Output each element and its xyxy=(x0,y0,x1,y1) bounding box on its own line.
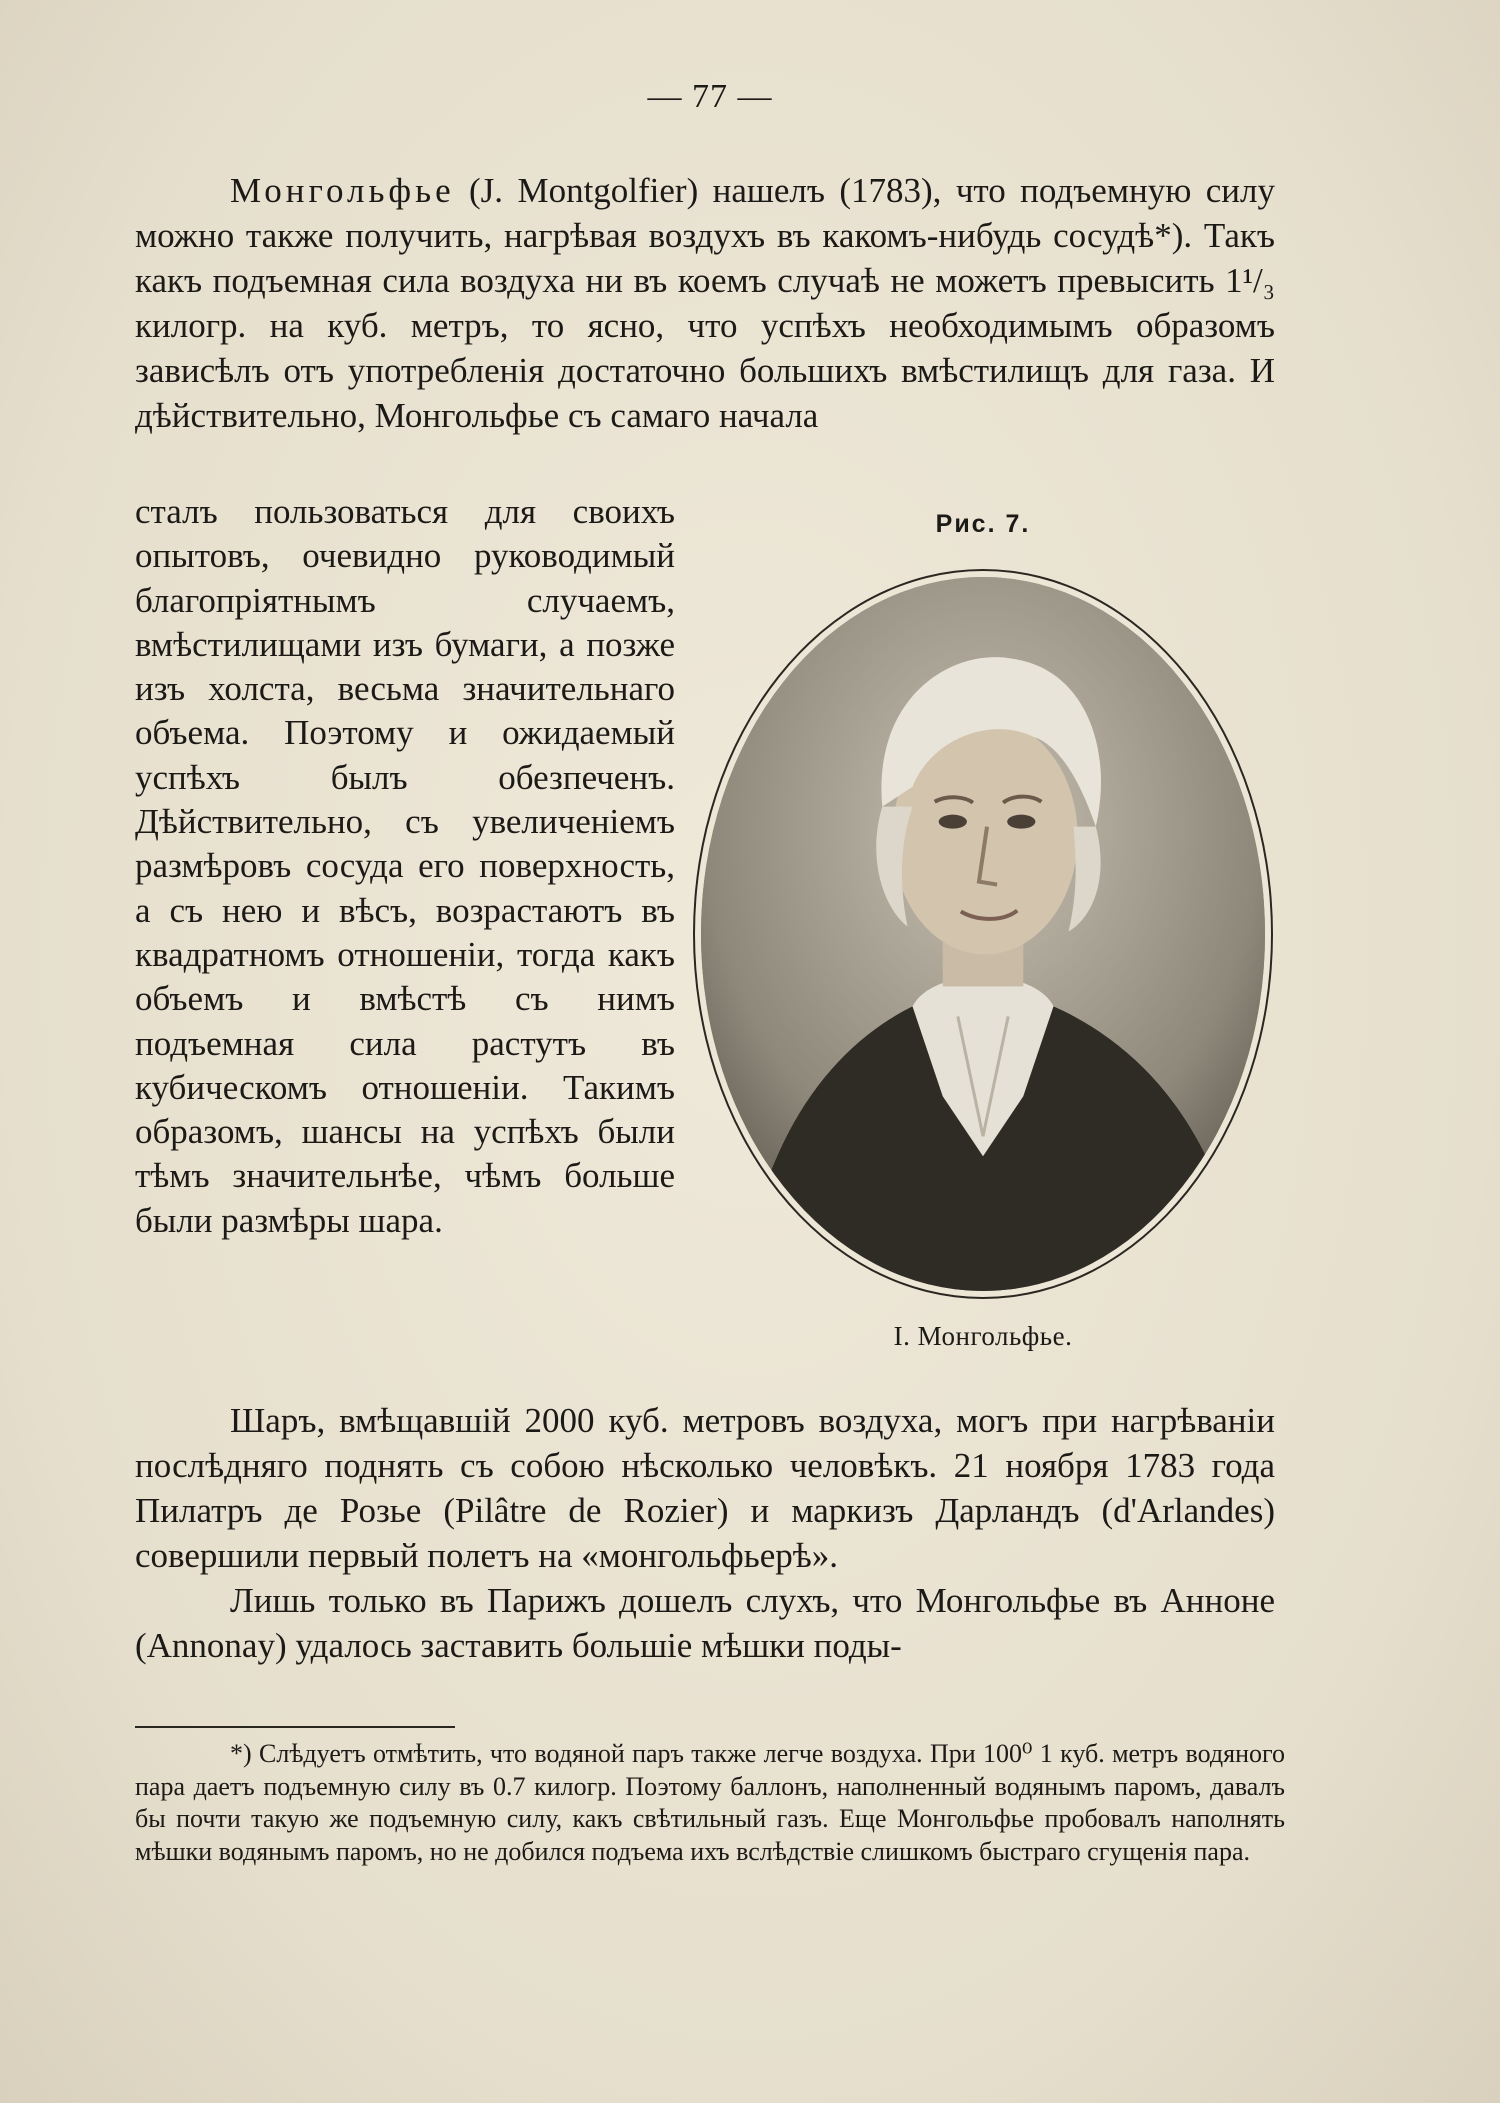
page-number: — 77 — xyxy=(647,78,773,115)
intro-name: Монгольфье xyxy=(230,171,455,210)
footnote-text: *) Слѣдуетъ отмѣтить, что водяной паръ также легче воздуха. При 100⁰ 1 куб. метръ водяного пара даетъ подъемную силу въ 0.7 килогр. Поэтому баллонъ, наполненный водянымъ паромъ, давалъ бы почти такую же подъемную силу, какъ свѣтильный газъ. Еще Монгольфье пробовалъ наполнять мѣшки водянымъ паромъ, но не добился подъема ихъ вслѣдствіе слишкомъ быстраго сгущенія пара. xyxy=(135,1739,1285,1866)
intro-text: (J. Montgolfier) нашелъ (1783), что подъемную силу можно также получить, нагрѣвая воздухъ въ какомъ-нибудь сосудѣ*). Такъ какъ подъемная сила воздуха ни въ коемъ случаѣ не можетъ превысить 1¹/₃ килогр. на куб. метръ, то ясно, что успѣхъ необходимымъ образомъ зависѣлъ отъ употребленія достаточно большихъ вмѣстилищъ для газа. И дѣйствительно, Монгольфье съ самаго начала xyxy=(135,171,1275,435)
footnote-divider xyxy=(135,1726,455,1728)
portrait-image xyxy=(701,577,1265,1291)
paragraph-flight: Шаръ, вмѣщавшій 2000 куб. метровъ воздуха, могъ при нагрѣваніи послѣдняго поднять съ собою нѣсколько человѣкъ. 21 ноября 1783 года Пилатръ де Розье (Pilâtre de Rozier) и маркизъ Дарландъ (d'Arlandes) совершили первый полетъ на «монгольфьерѣ». xyxy=(135,1401,1275,1575)
portrait-illustration xyxy=(701,577,1265,1291)
lower-paragraphs xyxy=(135,1398,1275,1668)
figure xyxy=(688,510,1278,1352)
wrapped-paragraph: сталъ пользоваться для своихъ опытовъ, очевидно руководимый благопріятнымъ случаемъ, вмѣстилищами изъ бумаги, а позже изъ холста, весьма значительнаго объема. Поэтому и ожидаемый успѣхъ былъ обезпеченъ. Дѣйствительно, съ увеличеніемъ размѣровъ сосуда его поверхность, а съ нею и вѣсъ, возрастаютъ въ квадратномъ отношеніи, тогда какъ объемъ и вмѣстѣ съ нимъ подъемная сила растутъ въ кубическомъ отношеніи. Такимъ образомъ, шансы на успѣхъ были тѣмъ значительнѣе, чѣмъ больше были размѣры шара. xyxy=(135,492,675,1240)
footnote xyxy=(135,1738,1285,1868)
wrapped-text-column xyxy=(135,490,675,1243)
figure-label: Рис. 7. xyxy=(935,510,1031,538)
figure-caption: I. Монгольфье. xyxy=(893,1321,1073,1351)
intro-paragraph xyxy=(135,168,1275,438)
paragraph-paris: Лишь только въ Парижъ дошелъ слухъ, что Монгольфье въ Анноне (Annonay) удалось заставить большіе мѣшки поды- xyxy=(135,1581,1275,1665)
portrait-frame xyxy=(693,569,1273,1299)
